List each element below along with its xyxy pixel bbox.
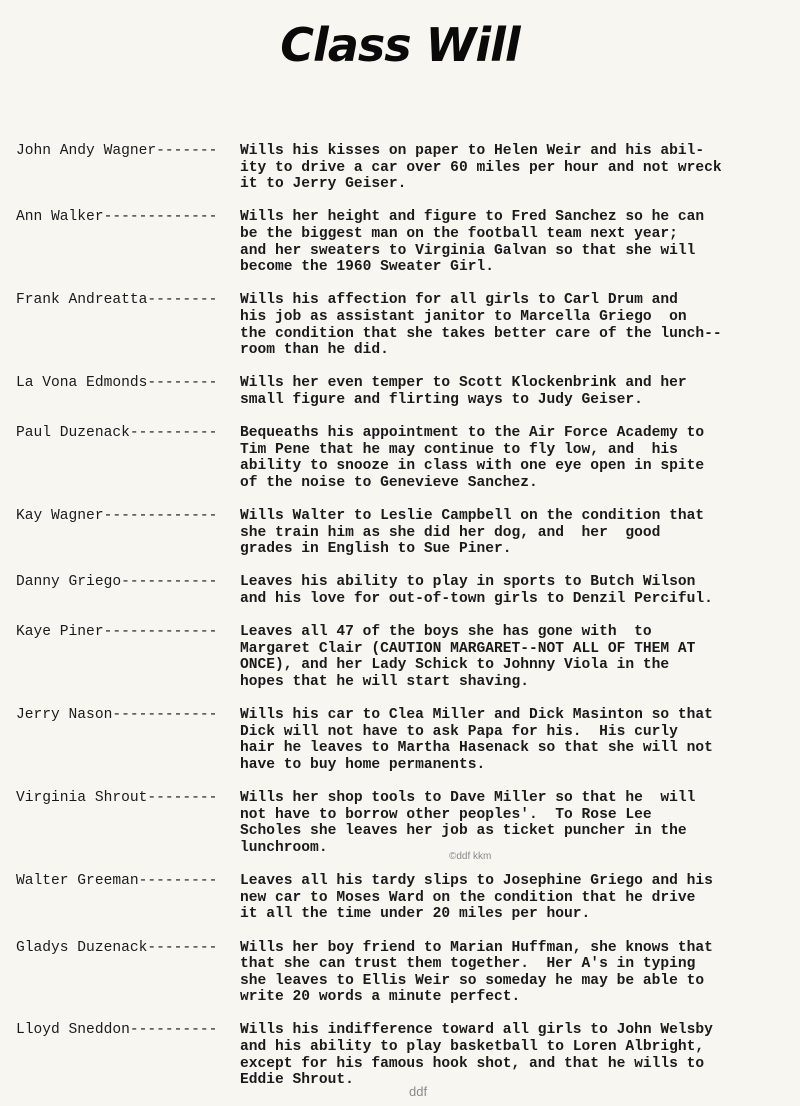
will-entry-line: not have to borrow other peoples'. To Rose Lee [240,806,652,823]
will-entry-line: Wills her even temper to Scott Klockenbrink and her [240,375,687,392]
will-entry-name: Lloyd Sneddon---------- [16,1022,218,1039]
will-entry-line: Wills his affection for all girls to Carl Drum and [240,292,678,309]
class-will-list [16,143,796,1105]
will-entry-line: ability to snooze in class with one eye open in spite [240,458,705,475]
will-entry-line: small figure and flirting ways to Judy Geiser. [240,391,643,408]
will-entry-text [240,143,795,193]
will-entry-line: grades in English to Sue Piner. [240,541,512,558]
will-entry-name: Danny Griego----------- [16,574,218,591]
will-entry-text [240,790,795,856]
will-entry-line: Scholes she leaves her job as ticket puncher in the [240,823,687,840]
will-entry-line: except for his famous hook shot, and that he wills to [240,1055,705,1072]
will-entry [16,209,796,275]
will-entry-line: his job as assistant janitor to Marcella Griego on [240,308,687,325]
will-entry-text [240,624,795,690]
will-entry-line: it all the time under 20 miles per hour. [240,906,591,923]
will-entry-line: Wills her boy friend to Marian Huffman, she knows that [240,939,713,956]
will-entry-text [240,1022,795,1088]
will-entry-text [240,574,795,607]
will-entry-line: be the biggest man on the football team next year; [240,225,678,242]
will-entry-text [240,425,795,491]
will-entry-line: hopes that he will start shaving. [240,674,530,690]
will-entry-text [240,292,795,358]
will-entry-line: have to buy home permanents. [240,756,486,773]
watermark-mid: ©ddf kkm [449,851,492,862]
will-entry-line: Wills her height and figure to Fred Sanchez so he can [240,209,705,226]
will-entry-line: Wills his car to Clea Miller and Dick Masinton so that [240,707,713,724]
will-entry-text [240,873,795,923]
will-entry-line: Bequeaths his appointment to the Air Force Academy to [240,425,705,442]
will-entry-line: the condition that she takes better care of the lunch-- [240,325,722,342]
will-entry-line: Dick will not have to ask Papa for his. His curly [240,723,678,740]
will-entry-line: ONCE), and her Lady Schick to Johnny Viola in the [240,657,670,674]
watermark-bottom: ddf [409,1084,428,1099]
will-entry-line: Leaves all 47 of the boys she has gone with to [240,624,652,641]
will-entry-name: Kaye Piner------------- [16,624,218,641]
will-entry-line: hair he leaves to Martha Hasenack so that she will not [240,740,713,757]
will-entry [16,292,796,358]
will-entry-name: Walter Greeman--------- [16,873,218,890]
will-entry-name: Kay Wagner------------- [16,508,218,525]
will-entry-line: become the 1960 Sweater Girl. [240,259,494,276]
will-entry-line: Margaret Clair (CAUTION MARGARET--NOT ALL OF THEM AT [240,640,696,657]
will-entry-text [240,375,795,408]
will-entry-line: she train him as she did her dog, and her good [240,524,661,541]
will-entry-line: Leaves his ability to play in sports to Butch Wilson [240,574,696,591]
will-entry-name: Ann Walker------------- [16,209,218,226]
will-entry-line: of the noise to Genevieve Sanchez. [240,474,538,491]
will-entry-text [240,209,795,275]
will-entry [16,143,796,193]
will-entry [16,873,796,923]
will-entry-name: Virginia Shrout-------- [16,790,218,807]
will-entry-line: and his ability to play basketball to Loren Albright, [240,1039,705,1056]
will-entry [16,624,796,690]
will-entry-name: Gladys Duzenack-------- [16,939,218,956]
will-entry-text [240,707,795,773]
will-entry-line: Wills his indifference toward all girls to John Welsby [240,1022,713,1039]
will-entry-line: Leaves all his tardy slips to Josephine Griego and his [240,873,713,890]
will-entry-text [240,940,795,1006]
will-entry [16,940,796,1006]
will-entry-line: she leaves to Ellis Weir so someday he may be able to [240,972,705,989]
will-entry-name: La Vona Edmonds-------- [16,375,218,392]
will-entry-line: write 20 words a minute perfect. [240,989,521,1006]
will-entry [16,574,796,607]
will-entry-line: Wills her shop tools to Dave Miller so that he will [240,790,696,807]
will-entry-name: Paul Duzenack---------- [16,425,218,442]
will-entry [16,508,796,558]
will-entry-line: ity to drive a car over 60 miles per hour and not wreck [240,159,722,176]
will-entry-line: that she can trust them together. Her A's in typing [240,956,696,973]
will-entry [16,707,796,773]
will-entry [16,1022,796,1088]
will-entry-line: Wills Walter to Leslie Campbell on the condition that [240,508,705,525]
will-entry-line: and her sweaters to Virginia Galvan so that she will [240,242,696,259]
will-entry-line: Tim Pene that he may continue to fly low, and his [240,441,678,458]
will-entry-line: it to Jerry Geiser. [240,176,407,193]
will-entry-line: lunchroom. [240,839,328,856]
will-entry [16,375,796,408]
will-entry [16,790,796,856]
will-entry-name: Frank Andreatta-------- [16,292,218,309]
will-entry-line: new car to Moses Ward on the condition that he drive [240,889,696,906]
will-entry-line: Eddie Shrout. [240,1072,354,1089]
will-entry [16,425,796,491]
page-title: Class Will [280,18,520,72]
will-entry-text [240,508,795,558]
will-entry-name: Jerry Nason------------ [16,707,218,724]
will-entry-name: John Andy Wagner------- [16,143,218,159]
will-entry-line: Wills his kisses on paper to Helen Weir and his abil- [240,143,705,159]
will-entry-line: room than he did. [240,342,389,359]
will-entry-line: and his love for out-of-town girls to Denzil Perciful. [240,591,713,608]
